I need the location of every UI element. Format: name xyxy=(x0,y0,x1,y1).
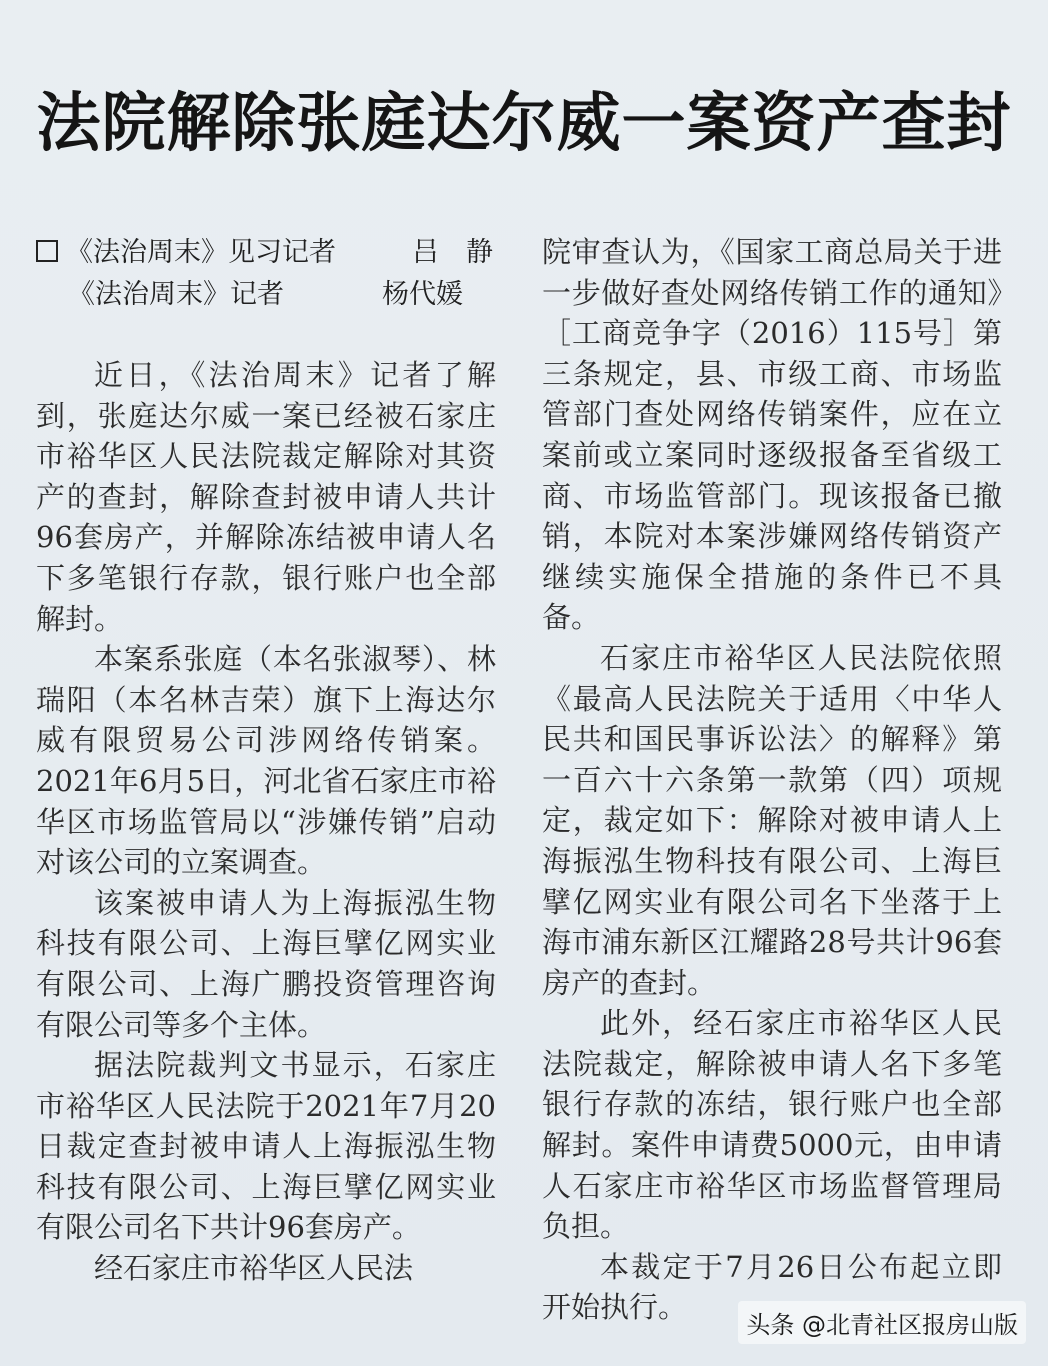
right-column xyxy=(542,232,1002,1328)
headline: 法院解除张庭达尔威一案资产查封 xyxy=(36,87,1012,161)
byline-name: 杨代媛 xyxy=(382,279,463,310)
left-column xyxy=(36,355,496,1289)
byline-row xyxy=(36,232,496,274)
byline-publication: 《法治周末》见习记者 xyxy=(66,237,336,268)
paragraph: 本案系张庭（本名张淑琴）、林瑞阳（本名林吉荣）旗下上海达尔威有限贸易公司涉网络传销案。2021年6月5日，河北省石家庄市裕华区市场监管局以“涉嫌传销”启动对该公司的立案调查。 xyxy=(36,642,496,880)
paragraph: 该案被申请人为上海振泓生物科技有限公司、上海巨擘亿网实业有限公司、上海广鹏投资管理咨询有限公司等多个主体。 xyxy=(36,885,496,1042)
paragraph: 本裁定于7月26日公布起立即开始执行。 xyxy=(542,1249,1002,1325)
source-watermark: 头条 @北青社区报房山版 xyxy=(738,1301,1026,1344)
square-marker-icon xyxy=(36,240,58,262)
paragraph: 据法院裁判文书显示，石家庄市裕华区人民法院于2021年7月20日裁定查封被申请人上海振泓生物科技有限公司、上海巨擘亿网实业有限公司名下共计96套房产。 xyxy=(36,1048,496,1245)
paragraph: 经石家庄市裕华区人民法 xyxy=(94,1251,414,1286)
byline-row xyxy=(36,274,496,316)
paragraph: 石家庄市裕华区人民法院依照《最高人民法院关于适用〈中华人民共和国民事诉讼法〉的解释》第一百六十六条第一款第（四）项规定，裁定如下：解除对被申请人上海振泓生物科技有限公司、上海巨擘亿网实业有限公司名下坐落于上海市浦东新区江耀路28号共计96套房产的查封。 xyxy=(542,640,1002,1000)
byline-publication: 《法治周末》记者 xyxy=(68,279,284,310)
paragraph: 近日，《法治周末》记者了解到，张庭达尔威一案已经被石家庄市裕华区人民法院裁定解除对其资产的查封，解除查封被申请人共计96套房产，并解除冻结被申请人名下多笔银行存款，银行账户也全部解封。 xyxy=(36,358,496,636)
byline xyxy=(36,232,496,316)
byline-name: 吕 静 xyxy=(412,237,493,268)
paragraph: 此外，经石家庄市裕华区人民法院裁定，解除被申请人名下多笔银行存款的冻结，银行账户也全部解封。案件申请费5000元，由申请人石家庄市裕华区市场监督管理局负担。 xyxy=(542,1006,1002,1244)
paragraph-continued: 院审查认为，《国家工商总局关于进一步做好查处网络传销工作的通知》［工商竞争字（2016）115号］第三条规定，县、市级工商、市场监管部门查处网络传销案件，应在立案前或立案同时逐级报备至省级工商、市场监管部门。现该报备已撤销，本院对本案涉嫌网络传销资产继续实施保全措施的条件已不具备。 xyxy=(542,235,1002,635)
